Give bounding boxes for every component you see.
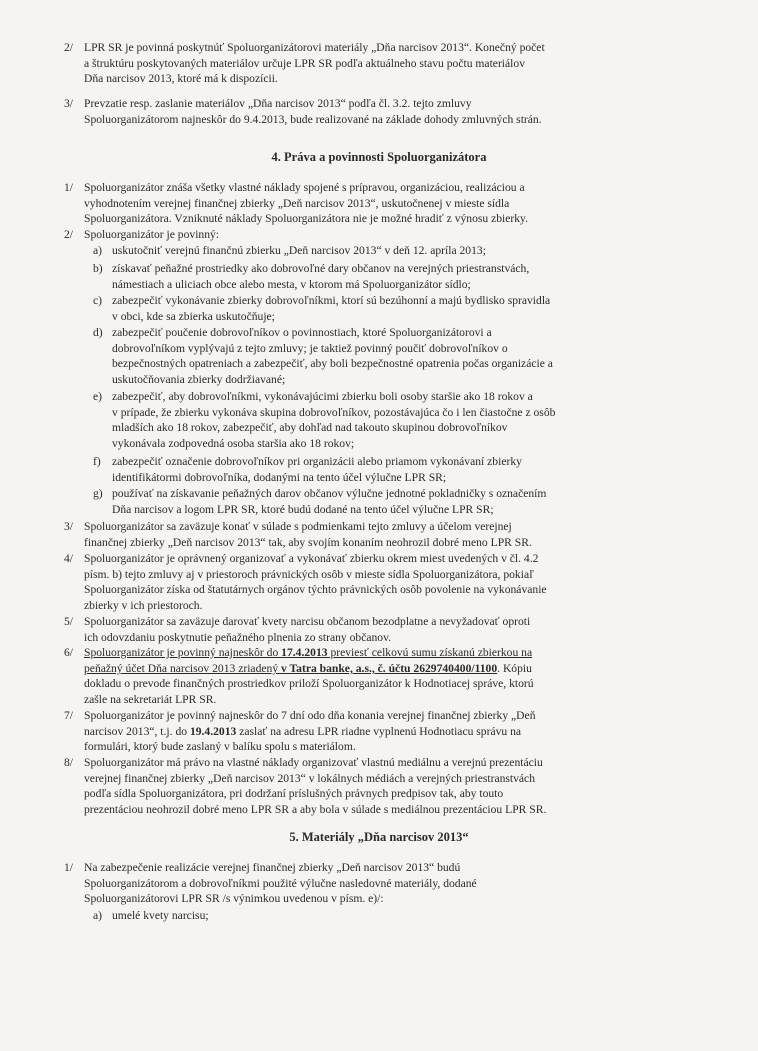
item-marker: e): [93, 390, 103, 403]
paragraph-number: 5/: [64, 615, 74, 628]
item-marker: a): [93, 909, 103, 922]
text-line: Spoluorganizátorovi LPR SR /s výnimkou uvedenou v písm. e)/:: [84, 892, 384, 906]
paragraph-number: 6/: [64, 646, 74, 659]
item-marker: g): [93, 487, 103, 500]
text-line: námestiach a uliciach obce alebo mesta, v ktorom má Spoluorganizátor sídlo;: [112, 277, 471, 291]
sec5-paragraph-1: [64, 860, 674, 907]
paragraph-number: 1/: [64, 861, 74, 874]
text-line: Na zabezpečenie realizácie verejnej finančnej zbierky „Deň narcisov 2013“ budú: [84, 861, 461, 874]
text-line: v obci, kde sa zbierka uskutočňuje;: [112, 309, 275, 323]
sec4-paragraph-3: [64, 519, 674, 550]
deadline-date: 17.4.2013: [281, 646, 328, 659]
text-line: Spoluorganizátor má právo na vlastné náklady organizovať vlastnú mediálnu a verejnú prezentáciu: [84, 756, 543, 769]
text-line: a štruktúru poskytovaných materiálov určuje LPR SR podľa aktuálneho stavu počtu materiálov: [84, 56, 525, 70]
text-line: zbierky v ich priestoroch.: [84, 599, 203, 613]
underlined-text: Spoluorganizátor: [84, 646, 164, 659]
text-line: verejnej finančnej zbierky „Deň narcisov 2013“ v lokálnych médiách a verejných priestranstvách: [84, 771, 536, 785]
sec3-paragraph-3: [64, 96, 674, 127]
paragraph-number: 1/: [64, 181, 74, 194]
sec4-item-e: [93, 389, 674, 452]
text-line: Dňa narcisov a logom LPR SR, ktoré budú dodané na tento účel výlučne LPR SR;: [112, 502, 494, 516]
text-line: používať na získavanie peňažných darov občanov výlučne jednotné pokladničky s označením: [112, 487, 547, 500]
section-4-heading: 4. Práva a povinnosti Spoluorganizátora: [271, 150, 487, 164]
text-line: zabezpečiť, aby dobrovoľníkmi, vykonávajúcimi zbierku boli osoby staršie ako 18 rokov a: [112, 390, 533, 403]
text-line: Spoluorganizátor je povinný najneskôr do 7 dní odo dňa konania verejnej finančnej zbierky „Deň: [84, 709, 536, 722]
deadline-date: 19.4.2013: [189, 724, 237, 738]
sec4-paragraph-5: [64, 614, 674, 645]
paragraph-number: 2/: [64, 228, 74, 241]
text-line: Spoluorganizátor znáša všetky vlastné náklady spojené s prípravou, organizáciou, realizáciou a: [84, 181, 525, 194]
text-line: dokladu o prevode finančných prostriedkov priloží Spoluorganizátor k Hodnotiacej správe, ktorú: [84, 677, 534, 691]
section-5-heading: 5. Materiály „Dňa narcisov 2013“: [289, 830, 469, 844]
sec4-item-g: [93, 486, 674, 517]
text-fragment: . Kópiu: [497, 661, 532, 675]
text-line: Spoluorganizátor je povinný:: [84, 228, 220, 241]
text-line: podľa sídla Spoluorganizátora, pri dodržaní príslušných právnych predpisov tak, aby touto: [84, 787, 504, 801]
text-line: Spoluorganizátorom a dobrovoľníkmi použité výlučne nasledovné materiály, dodané: [84, 876, 477, 890]
sec4-paragraph-1: [64, 180, 674, 227]
sec4-paragraph-6: [64, 645, 674, 708]
text-line: písm. b) tejto zmluvy aj v priestoroch právnických osôb v mieste sídla Spoluorganizátora, pokiaľ: [84, 567, 534, 581]
text-line: identifikátormi dobrovoľníka, dodanými na tento účel výlučne LPR SR;: [112, 470, 447, 484]
item-marker: b): [93, 262, 103, 275]
sec4-item-b: [93, 261, 674, 292]
text-fragment: narcisov 2013“, t.j. do: [84, 724, 190, 738]
paragraph-number: 4/: [64, 552, 74, 565]
underlined-text: peňažný účet Dňa narcisov 2013 zriadený: [84, 661, 282, 675]
text-line: mladších ako 18 rokov, zabezpečiť, aby dohľad nad takouto skupinou dobrovoľníkov: [112, 421, 508, 435]
paragraph-number: 3/: [64, 520, 74, 533]
item-marker: f): [93, 455, 101, 468]
text-line: umelé kvety narcisu;: [112, 909, 209, 922]
underlined-text: je povinný najneskôr do: [163, 646, 282, 659]
sec4-item-a: [93, 243, 674, 259]
paragraph-number: 3/: [64, 97, 74, 110]
sec4-paragraph-4: [64, 551, 674, 614]
bank-account: v Tatra banke, a.s., č. účtu 2629740400/1100: [281, 661, 498, 675]
sec3-paragraph-2: [64, 40, 674, 87]
text-line: zabezpečiť označenie dobrovoľníkov pri organizácii alebo priamom vykonávaní zbierky: [112, 455, 522, 468]
text-line: Spoluorganizátor sa zaväzuje darovať kvety narcisu občanom bezodplatne a nevyžadovať oproti: [84, 615, 531, 628]
sec5-item-a: [93, 908, 674, 924]
sec4-paragraph-2: [64, 227, 674, 243]
paragraph-number: 8/: [64, 756, 74, 769]
text-line: zabezpečiť vykonávanie zbierky dobrovoľníkmi, ktorí sú bezúhonní a majú bydlisko spravidla: [112, 294, 551, 307]
text-line: Spoluorganizátorom najneskôr do 9.4.2013, bude realizované na základe dohody zmluvných strán.: [84, 112, 542, 126]
text-line: Spoluorganizátor sa zaväzuje konať v súlade s podmienkami tejto zmluvy a účelom verejnej: [84, 520, 512, 533]
text-line: uskutočniť verejnú finančnú zbierku „Deň narcisov 2013“ v deň 12. apríla 2013;: [112, 244, 486, 257]
text-line: Dňa narcisov 2013, ktoré má k dispozícii.: [84, 72, 278, 86]
text-line: bezpečnostných opatreniach a zabezpečiť, aby boli bezpečnostné opatrenia počas organizácie a: [112, 357, 553, 371]
sec4-paragraph-8: [64, 755, 674, 818]
text-line: vyhodnotením verejnej finančnej zbierky „Deň narcisov 2013“, uskutočnenej v mieste sídla: [84, 196, 510, 210]
text-line: zašle na sekretariát LPR SR.: [84, 693, 217, 707]
text-line: Spoluorganizátora. Vzniknuté náklady Spoluorganizátora nie je možné hradiť z výnosu zbierky.: [84, 212, 528, 226]
text-line: získavať peňažné prostriedky ako dobrovoľné dary občanov na verejných priestranstvách,: [112, 262, 530, 275]
text-line: Prevzatie resp. zaslanie materiálov „Dňa narcisov 2013“ podľa čl. 3.2. tejto zmluvy: [84, 97, 472, 110]
sec4-item-f: [93, 454, 674, 485]
paragraph-number: 7/: [64, 709, 74, 722]
text-line: Spoluorganizátor je oprávnený organizovať a vykonávať zbierku okrem miest uvedených v čl. 4.2: [84, 552, 539, 565]
text-line: uskutočňovania zbierky dodržiavané;: [112, 373, 286, 387]
text-line: [84, 645, 674, 661]
item-marker: a): [93, 244, 103, 257]
underlined-text: previesť celkovú sumu získanú zbierkou na: [327, 646, 533, 659]
sec4-paragraph-7: [64, 708, 674, 755]
text-line: vykonávala zodpovedná osoba staršia ako 18 rokov;: [112, 437, 355, 451]
text-line: formulári, ktorý bude zaslaný v balíku spolu s materiálom.: [84, 740, 356, 754]
text-line: [84, 661, 674, 677]
text-fragment: zaslať na adresu LPR riadne vyplnenú Hodnotiacu správu na: [236, 724, 522, 738]
text-line: zabezpečiť poučenie dobrovoľníkov o povinnostiach, ktoré Spoluorganizátorovi a: [112, 326, 492, 339]
text-line: [84, 724, 674, 740]
text-line: prezentáciou neohrozil dobré meno LPR SR a aby bola v súlade s mediálnou prezentáciou LPR SR.: [84, 803, 547, 817]
sec4-item-d: [93, 325, 674, 388]
paragraph-number: 2/: [64, 41, 74, 54]
text-line: ich odovzdaniu poskytnutie peňažného plnenia zo strany občanov.: [84, 630, 392, 644]
text-line: v prípade, že zbierku vykonáva skupina dobrovoľníkov, pozostávajúca čo i len čiastočne z osôb: [112, 405, 556, 419]
text-line: Spoluorganizátor získa od štatutárnych orgánov týchto právnických osôb povolenie na vykonávanie: [84, 583, 547, 597]
text-line: finančnej zbierky „Deň narcisov 2013“ tak, aby svojím konaním neohrozil dobré meno LPR SR.: [84, 535, 532, 549]
item-marker: d): [93, 326, 103, 339]
item-marker: c): [93, 294, 103, 307]
text-line: LPR SR je povinná poskytnúť Spoluorganizátorovi materiály „Dňa narcisov 2013“. Konečný počet: [84, 41, 545, 54]
sec4-item-c: [93, 293, 674, 324]
text-line: dobrovoľníkom vyplývajú z tejto zmluvy; je taktiež povinný poučiť dobrovoľníkov o: [112, 341, 508, 355]
